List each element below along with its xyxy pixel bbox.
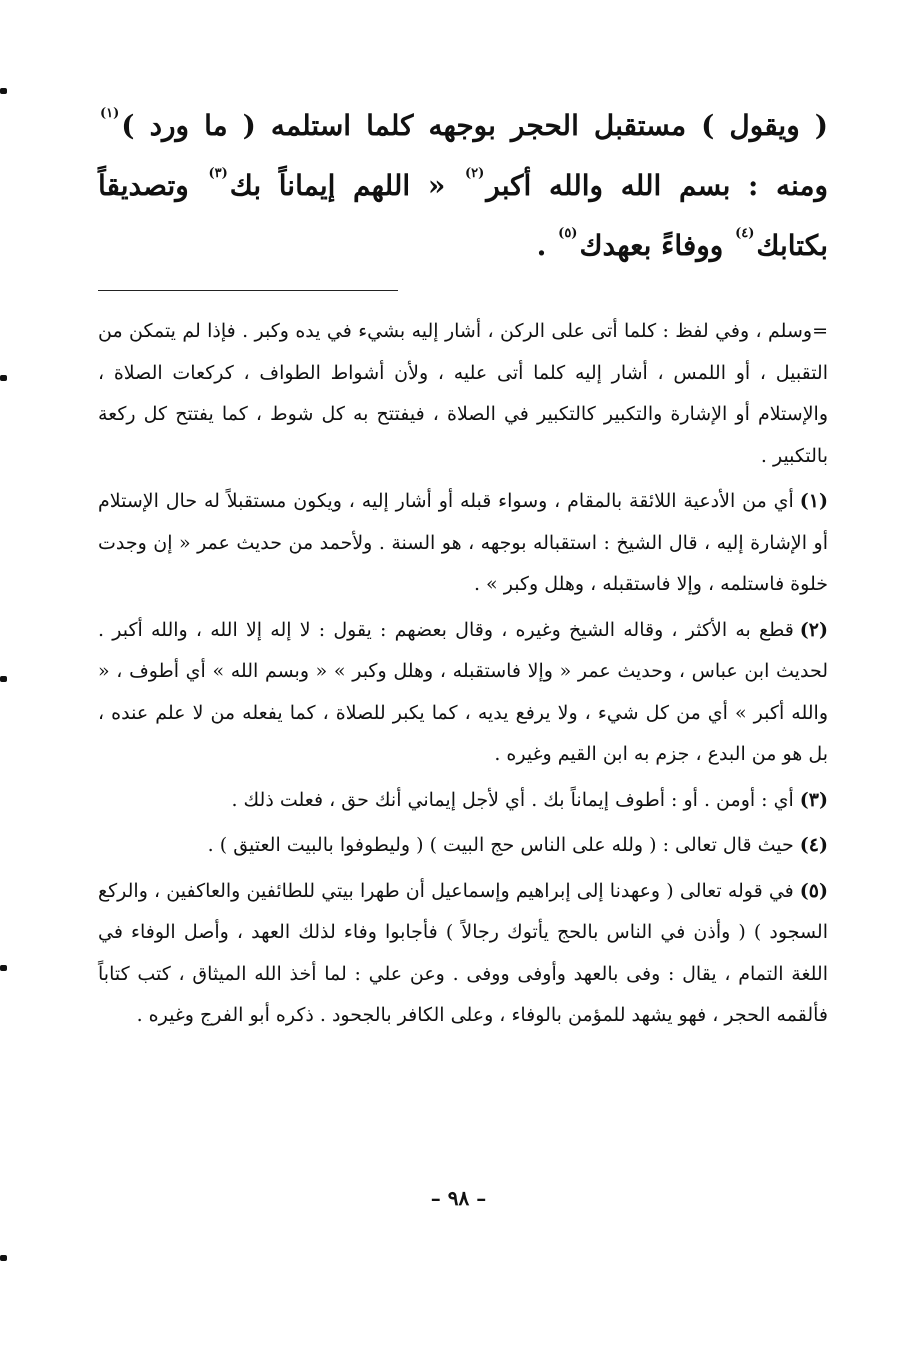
footnote-number: (٤) <box>799 834 828 856</box>
footnote-ref-3[interactable]: (٣) <box>208 166 228 181</box>
main-text <box>98 96 828 276</box>
main-line-3-text-c: . <box>536 229 547 262</box>
scan-edge-mark <box>0 676 7 682</box>
footnote-text: قطع به الأكثر ، وقاله الشيخ وغيره ، وقال بعضهم : يقول : لا إله إلا الله ، والله أكبر . لحديث ابن عباس ، وحديث عمر « وإلا فاستقبله ، وهلل وكبر » « وبسم الله » أي أطوف ، « والله أكبر » أي من كل شيء ، ولا يرفع يديه ، كما يكبر للصلاة ، كما يفعله من لا علم عنده ، بل هو من البدع ، جزم به ابن القيم وغيره . <box>98 618 828 765</box>
footnote-number: (١) <box>799 490 828 512</box>
footnote-ref-2[interactable]: (٢) <box>464 166 485 181</box>
footnote-1 <box>98 481 828 606</box>
main-line-1 <box>98 96 828 156</box>
footnote-ref-1[interactable]: (١) <box>100 106 120 121</box>
footnote-5 <box>98 871 828 1037</box>
main-line-2 <box>98 156 828 216</box>
footnote-separator <box>98 290 398 291</box>
footnote-text: أي من الأدعية اللائقة بالمقام ، وسواء قبله أو أشار إليه ، ويكون مستقبلاً له حال الإستلام أو الإشارة إليه ، قال الشيخ : استقباله بوجهه ، هو السنة . ولأحمد من حديث عمر « إن وجدت خلوة فاستلمه ، وإلا فاستقبله ، وهلل وكبر » . <box>98 490 828 595</box>
footnote-continuation: =وسلم ، وفي لفظ : كلما أتى على الركن ، أشار إليه بشيء في يده وكبر . فإذا لم يتمكن من التقبيل ، أو اللمس ، أشار إليه كلما أتى عليه ، ولأن أشواط الطواف ، كركعات الصلاة ، والإستلام أو الإشارة والتكبير كالتكبير في الصلاة ، فيفتتح به كل شوط ، كما يفتتح كل ركعة بالتكبير . <box>98 320 828 467</box>
main-line-2-text-a: ومنه : بسم الله والله أكبر <box>486 169 828 202</box>
page-number: – ٩٨ – <box>430 1186 487 1210</box>
footnote-ref-5[interactable]: (٥) <box>558 226 578 241</box>
page-body <box>98 96 828 1041</box>
main-line-2-text-c: وتصديقاً <box>98 169 189 202</box>
footnote-2 <box>98 610 828 776</box>
main-line-2-text-b: « اللهم إيماناً بك <box>229 169 446 202</box>
main-line-3 <box>98 216 828 276</box>
scan-edge-mark <box>0 1255 7 1261</box>
footnote-text: في قوله تعالى ( وعهدنا إلى إبراهيم وإسماعيل أن طهرا بيتي للطائفين والعاكفين ، والركع السجود ) ( وأذن في الناس بالحج يأتوك رجالاً ) فأجابوا وفاء لذلك العهد ، وأصل الوفاء في اللغة التمام ، يقال : وفى بالعهد وأوفى ووفى . وعن علي : لما أخذ الله الميثاق ، كتب كتاباً فألقمه الحجر ، فهو يشهد للمؤمن بالوفاء ، وعلى الكافر بالجحود . ذكره أبو الفرج وغيره . <box>98 879 828 1026</box>
scan-edge-mark <box>0 965 7 971</box>
main-line-1-text: ( ويقول ) مستقبل الحجر بوجهه كلما استلمه ( ما ورد ) <box>121 109 828 142</box>
footnote-number: (٢) <box>799 618 828 641</box>
footnote-text: حيث قال تعالى : ( ولله على الناس حج البيت ) ( وليطوفوا بالبيت العتيق ) . <box>207 834 794 856</box>
scan-edge-mark <box>0 375 7 381</box>
footnote-number: (٣) <box>799 788 828 811</box>
footnote-ref-4[interactable]: (٤) <box>735 226 755 241</box>
footnotes-section <box>98 311 828 1037</box>
scan-edge-mark <box>0 88 7 94</box>
footnote-number: (٥) <box>799 879 828 902</box>
main-line-3-text-a: بكتابك <box>756 229 828 262</box>
footnote-text: أي : أومن . أو : أطوف إيماناً بك . أي لأجل إيماني أنك حق ، فعلت ذلك . <box>231 788 794 811</box>
footnote-3 <box>98 780 828 822</box>
main-line-3-text-b: ووفاءً بعهدك <box>579 229 724 262</box>
footnote-4 <box>98 825 828 867</box>
